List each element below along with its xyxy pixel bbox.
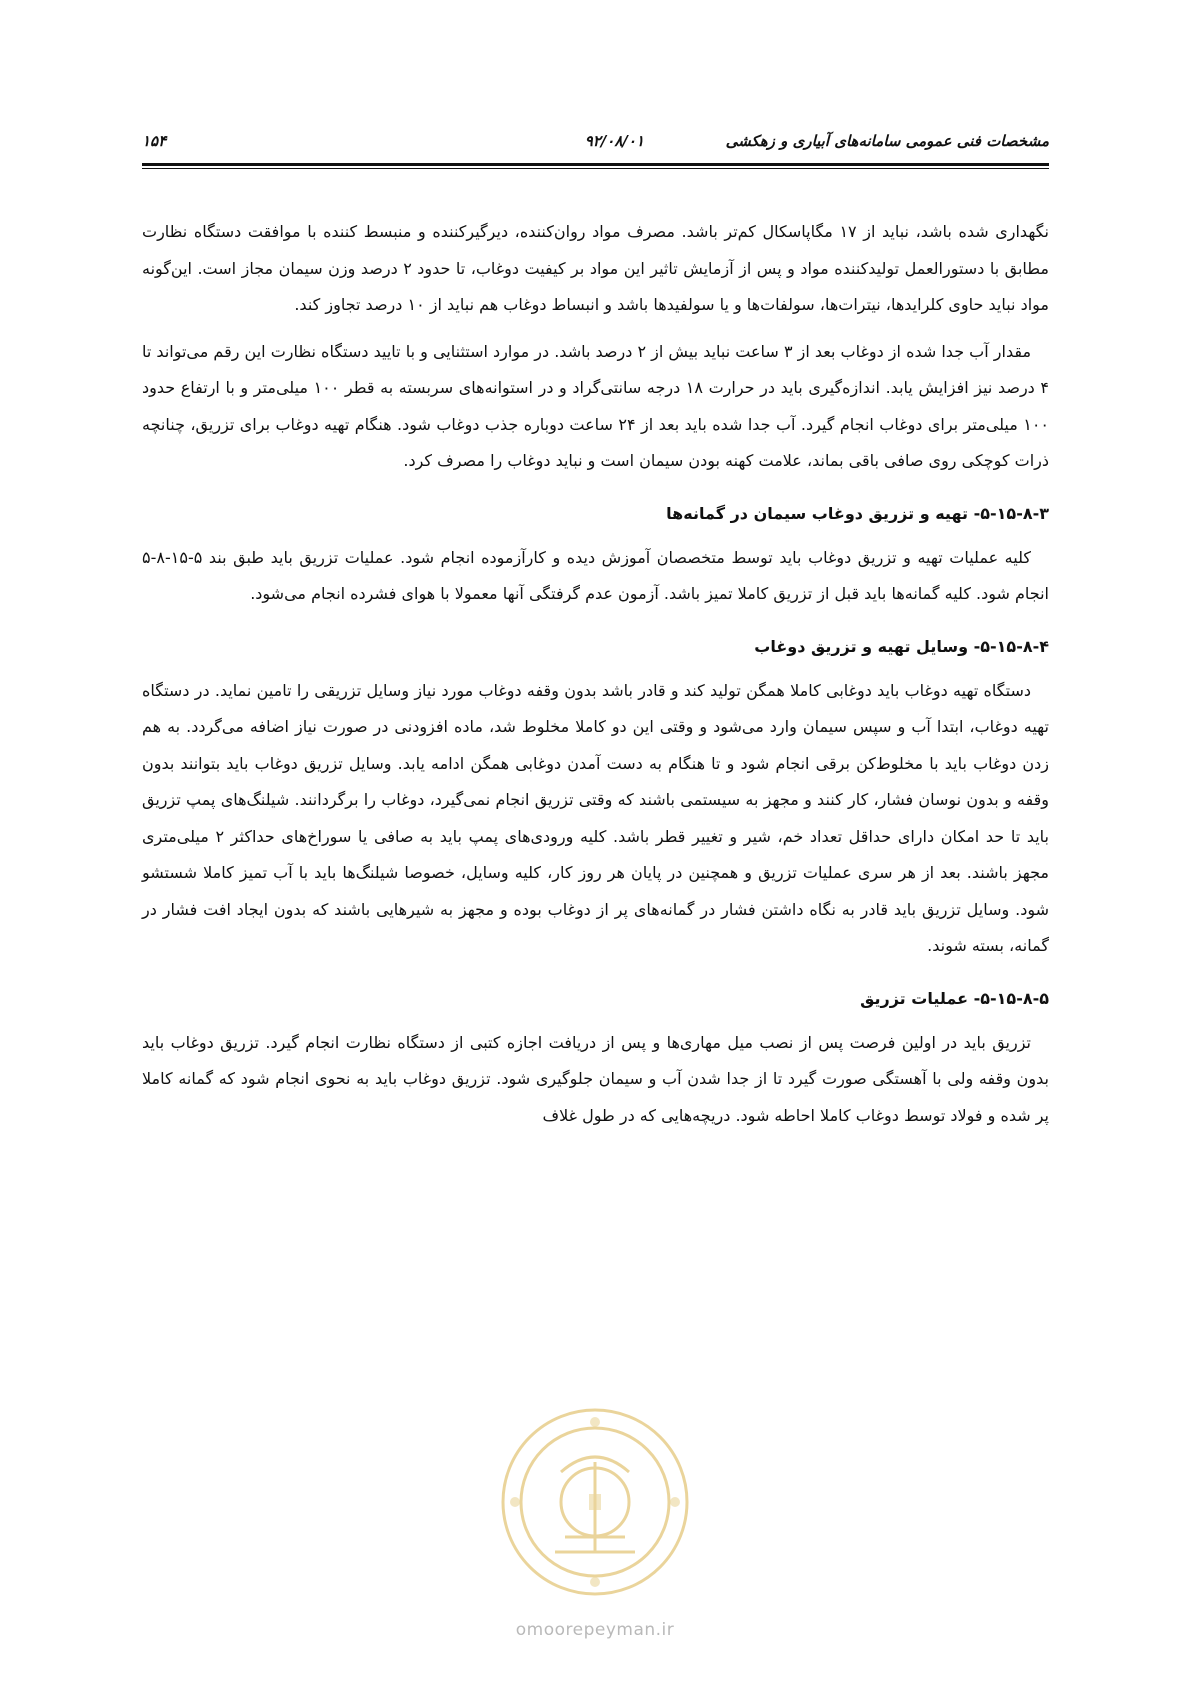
paragraph-5: تزریق باید در اولین فرصت پس از نصب میل مهاری‌ها و پس از دریافت اجازه کتبی از دستگاه نظارت انجام گیرد. تزریق دوغاب باید بدون وقفه ولی با آهستگی صورت گیرد تا از جدا شدن آب و سیمان جلوگیری شود. تزریق دوغاب باید به نحوی انجام شود که گمانه کاملا پر شده و فولاد توسط دوغاب کاملا احاطه شود. دریچه‌هایی که در طول غلاف [142,1032,1049,1125]
header-date: ۹۲/۰۸/۰۱ [584,132,644,150]
paragraph-4: دستگاه تهیه دوغاب باید دوغابی کاملا همگن تولید کند و قادر باشد بدون وقفه دوغاب مورد نیاز وسایل تزریقی را تامین نماید. در دستگاه تهیه دوغاب، ابتدا آب و سپس سیمان وارد می‌شود و وقتی این دو کاملا مخلوط شد، ماده افزودنی در صورت نیاز اضافه می‌گردد. به هم زدن دوغاب باید با مخلوط‌کن برقی انجام شود و تا هنگام به دست آمدن دوغابی همگن ادامه یابد. وسایل تزریق دوغاب باید بتوانند بدون وقفه و بدون نوسان فشار، کار کنند و مجهز به سیستمی باشند که وقتی تزریق انجام نمی‌گیرد، دوغاب را برگردانند. شیلنگ‌های پمپ تزریق باید تا حد امکان دارای حداقل تعداد خم، شیر و تغییر قطر باشد. کلیه ورودی‌های پمپ باید به صافی یا سوراخ‌های حداکثر ۲ میلی‌متری مجهز باشند. بعد از هر سری عملیات تزریق و همچنین در پایان هر روز کار، کلیه وسایل، خصوصا شیلنگ‌ها باید با آب تمیز کاملا شستشو شود. وسایل تزریق باید قادر به نگاه داشتن فشار در گمانه‌های پر از دوغاب بوده و مجهز به شیرهایی باشند که بدون ایجاد افت فشار در گمانه، بسته شوند. [142,680,1049,955]
section-heading-4: ۵-۱۵-۸-۴- وسایل تهیه و تزریق دوغاب [754,636,1049,656]
page-number: ۱۵۴ [142,132,167,150]
body-content [142,214,1049,1144]
paragraph-2: مقدار آب جدا شده از دوغاب بعد از ۳ ساعت نباید بیش از ۲ درصد باشد. در موارد استثنایی و با تایید دستگاه نظارت این رقم می‌تواند تا ۴ درصد نیز افزایش یابد. اندازه‌گیری باید در حرارت ۱۸ درجه سانتی‌گراد و در استوانه‌های سربسته به قطر ۱۰۰ میلی‌متر و با ارتفاع حدود ۱۰۰ میلی‌متر برای دوغاب انجام گیرد. آب جدا شده باید بعد از ۲۴ ساعت دوباره جذب دوغاب شود. هنگام تهیه دوغاب برای تزریق، چنانچه ذرات کوچکی روی صافی باقی بماند، علامت کهنه بودن سیمان است و نباید دوغاب را مصرف کرد. [142,341,1050,470]
running-header [142,128,1049,160]
watermark-emblem-icon [495,1402,695,1602]
section-heading-3: ۵-۱۵-۸-۳- تهیه و تزریق دوغاب سیمان در گمانه‌ها [666,503,1049,523]
section-heading-5: ۵-۱۵-۸-۵- عملیات تزریق [860,988,1049,1008]
paragraph-1: نگهداری شده باشد، نباید از ۱۷ مگاپاسکال کم‌تر باشد. مصرف مواد روان‌کننده، دیرگیرکننده و منبسط کننده با موافقت دستگاه نظارت مطابق با دستورالعمل تولیدکننده مواد و پس از آزمایش تاثیر این مواد بر کیفیت دوغاب، تا حدود ۲ درصد وزن سیمان مجاز است. این‌گونه مواد نباید حاوی کلرایدها، نیترات‌ها، سولفات‌ها و یا سولفیدها باشد و انبساط دوغاب هم نباید از ۱۰ درصد تجاوز کند. [142,222,1049,314]
watermark-url: omoorepeyman.ir [515,1620,675,1640]
header-rule-thin [142,168,1049,169]
header-rule-thick [142,163,1049,166]
header-title: مشخصات فنی عمومی سامانه‌های آبیاری و زهکشی [725,132,1049,150]
paragraph-3: کلیه عملیات تهیه و تزریق دوغاب باید توسط متخصصان آموزش دیده و کارآزموده انجام شود. عملیات تزریق باید طبق بند ۵-۱۵-۸-۵ انجام شود. کلیه گمانه‌ها باید قبل از تزریق کاملا تمیز باشد. آزمون عدم گرفتگی آنها معمولا با هوای فشرده انجام می‌شود. [142,547,1049,603]
